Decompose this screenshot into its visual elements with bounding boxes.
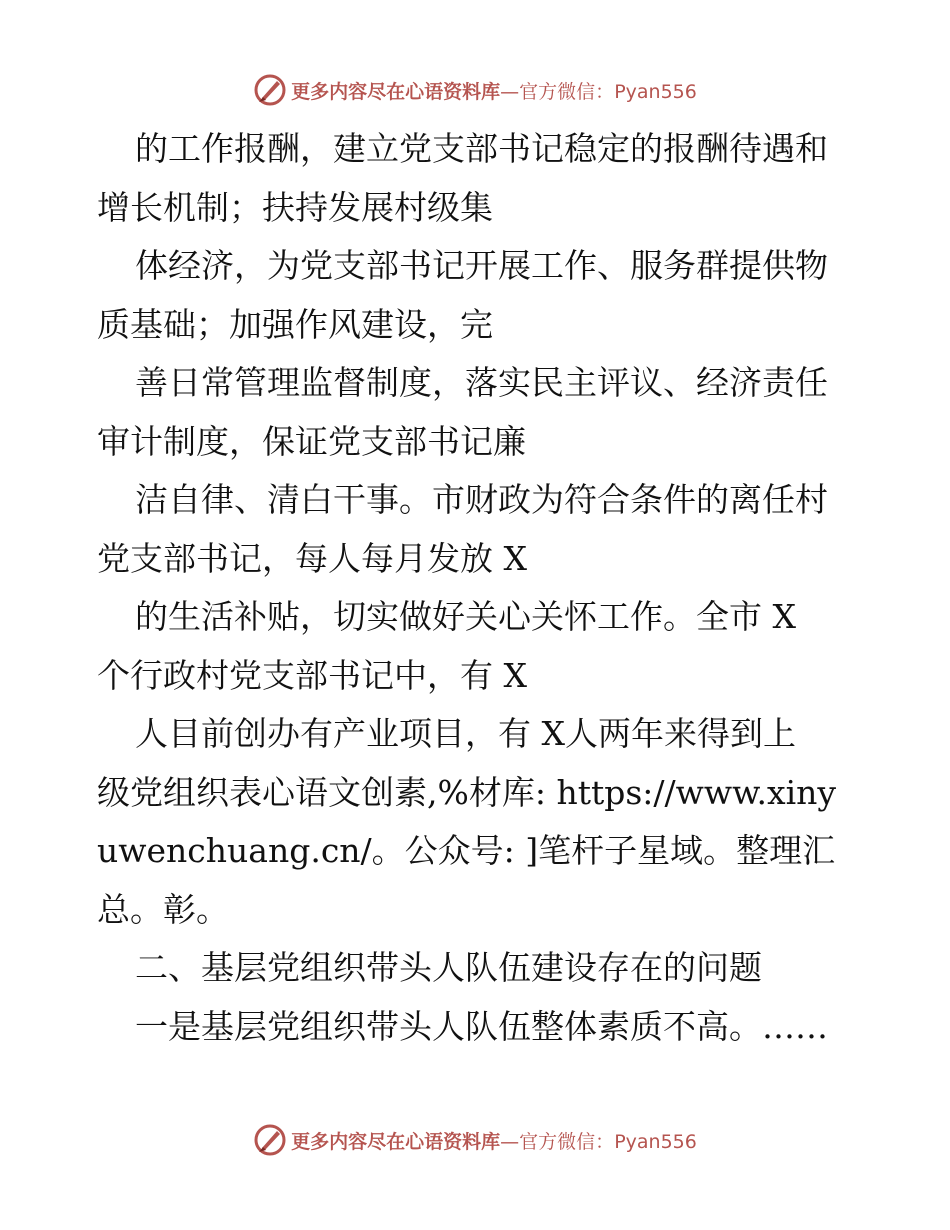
footer-banner xyxy=(0,1120,950,1160)
body-line-11: 人目前创办有产业项目，有 X人两年来得到上 xyxy=(135,714,796,753)
body-line-10: 个行政村党支部书记中，有 X xyxy=(97,655,527,695)
body-line-16: 一是基层党组织带头人队伍整体素质不高。…… xyxy=(135,1006,828,1046)
header-banner-main: 更多内容尽在心语资料库 xyxy=(291,80,501,103)
footer-banner-main: 更多内容尽在心语资料库 xyxy=(291,1130,501,1153)
footer-banner-text xyxy=(291,1127,697,1154)
body-line-12: 级党组织表心语文创素,%材库: https://www.xiny xyxy=(97,772,837,812)
body-line-5: 善日常管理监督制度，落实民主评议、经济责任 xyxy=(135,363,828,402)
header-banner-wechat: 官方微信： xyxy=(519,80,615,103)
quill-pen-circle-icon xyxy=(253,1123,287,1157)
body-line-8: 党支部书记，每人每月发放 X xyxy=(97,538,527,578)
header-banner-dash: — xyxy=(500,80,520,103)
body-line-9: 的生活补贴，切实做好关心关怀工作。全市 X xyxy=(135,597,796,636)
header-banner xyxy=(0,70,950,110)
body-line-2: 增长机制；扶持发展村级集 xyxy=(97,187,493,227)
document-body xyxy=(97,120,857,1056)
header-banner-text xyxy=(291,77,697,104)
footer-banner-wechat: 官方微信： xyxy=(519,1130,615,1153)
section-heading: 二、基层党组织带头人队伍建设存在的问题 xyxy=(135,948,762,987)
footer-banner-dash: — xyxy=(500,1130,520,1153)
footer-banner-id: Pyan556 xyxy=(614,1130,697,1153)
body-line-6: 审计制度，保证党支部书记廉 xyxy=(97,421,526,461)
header-banner-id: Pyan556 xyxy=(614,80,697,103)
body-line-13: uwenchuang.cn/。公众号: ]笔杆子星域。整理汇 xyxy=(97,831,836,870)
body-line-14: 总。彰。 xyxy=(97,889,229,929)
body-line-4: 质基础；加强作风建设，完 xyxy=(97,304,493,344)
body-line-1: 的工作报酬，建立党支部书记稳定的报酬待遇和 xyxy=(135,129,828,168)
body-line-7: 洁自律、清白干事。市财政为符合条件的离任村 xyxy=(135,480,828,519)
quill-pen-circle-icon xyxy=(253,73,287,107)
body-line-3: 体经济，为党支部书记开展工作、服务群提供物 xyxy=(135,246,828,285)
